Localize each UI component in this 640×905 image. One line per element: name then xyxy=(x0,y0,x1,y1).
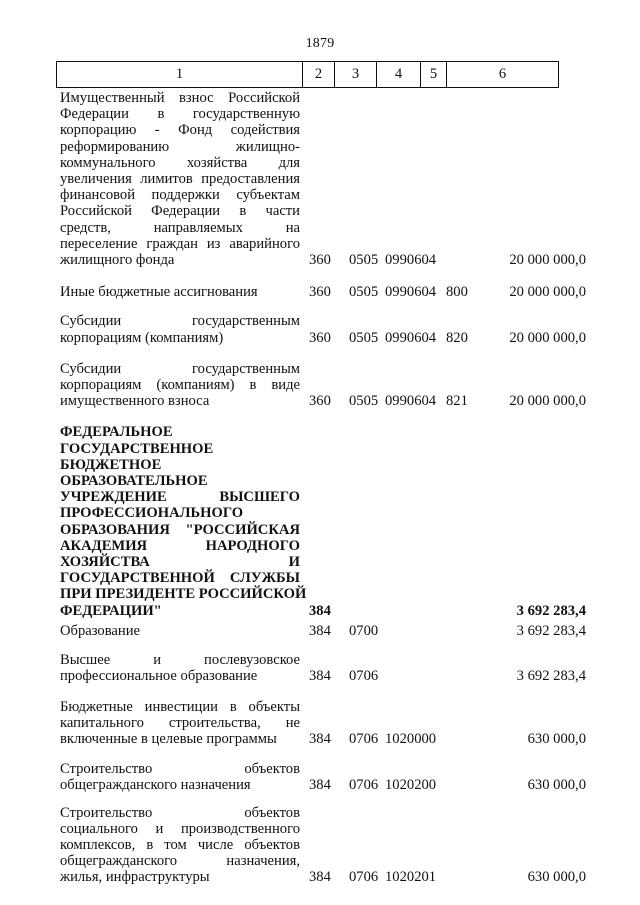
description-line: Иные бюджетные ассигнования xyxy=(60,284,258,301)
description-line: жилищного фонда xyxy=(60,252,175,269)
description-line: Субсидии государственным xyxy=(60,360,300,377)
description-line: финансовой поддержки субъектам xyxy=(60,187,300,204)
description-line: Имущественный взнос Российской xyxy=(60,90,300,106)
table-row xyxy=(0,90,640,268)
description-line: ОБРАЗОВАТЕЛЬНОЕ xyxy=(60,473,208,490)
col2-code: 360 xyxy=(309,252,331,269)
row-description xyxy=(60,424,307,619)
column-header-4: 4 xyxy=(377,62,421,88)
description-line: включенные в целевые программы xyxy=(60,730,277,747)
description-line: увеличения лимитов предоставления xyxy=(60,171,300,188)
col2-code: 384 xyxy=(309,730,331,747)
description-line: Строительство объектов xyxy=(60,804,300,821)
col6-amount: 3 692 283,4 xyxy=(516,622,586,639)
column-header-5: 5 xyxy=(421,62,447,88)
description-line: общегражданского назначения, xyxy=(60,853,300,870)
description-line: корпорациям (компаниям) xyxy=(60,329,224,346)
description-line: профессиональное образование xyxy=(60,668,258,685)
col2-code: 360 xyxy=(309,393,331,410)
col6-amount: 630 000,0 xyxy=(527,730,586,747)
table-row xyxy=(0,652,640,684)
description-line: общегражданского назначения xyxy=(60,777,251,794)
row-description xyxy=(60,90,300,268)
col3-section: 0505 xyxy=(349,393,379,410)
col6-amount: 20 000 000,0 xyxy=(509,393,586,410)
col3-section: 0706 xyxy=(349,668,379,685)
col6-amount: 20 000 000,0 xyxy=(509,252,586,269)
description-line: ГОСУДАРСТВЕННОЙ СЛУЖБЫ xyxy=(60,570,300,587)
description-line: Субсидии государственным xyxy=(60,313,300,330)
description-line: Российской Федерации в части xyxy=(60,203,300,220)
page-number: 1879 xyxy=(305,36,335,51)
col3-section: 0505 xyxy=(349,329,379,346)
col6-amount: 20 000 000,0 xyxy=(509,284,586,301)
description-line: переселение граждан из аварийного xyxy=(60,235,300,252)
row-description xyxy=(60,284,300,300)
description-line: жилья, инфраструктуры xyxy=(60,869,210,886)
description-line: БЮДЖЕТНОЕ xyxy=(60,456,162,473)
col5-type: 800 xyxy=(446,284,468,301)
col6-amount: 3 692 283,4 xyxy=(516,668,586,685)
col4-target: 0990604 xyxy=(385,252,437,269)
description-line: Образование xyxy=(60,622,140,639)
description-line: корпорациям (компаниям) в виде xyxy=(60,377,300,394)
description-line: комплексов, в том числе объектов xyxy=(60,836,300,853)
col2-code: 384 xyxy=(309,668,331,685)
col2-code: 384 xyxy=(309,602,331,619)
description-line: реформированию жилищно- xyxy=(60,138,300,155)
col3-section: 0700 xyxy=(349,622,379,639)
row-description xyxy=(60,623,300,639)
description-line: ПРИ ПРЕЗИДЕНТЕ РОССИЙСКОЙ xyxy=(60,586,307,603)
col4-target: 1020201 xyxy=(385,869,437,886)
description-line: средств, направляемых на xyxy=(60,219,300,236)
description-line: ПРОФЕССИОНАЛЬНОГО xyxy=(60,505,244,522)
description-line: ХОЗЯЙСТВА И xyxy=(60,554,300,571)
col4-target: 0990604 xyxy=(385,393,437,410)
col4-target: 1020200 xyxy=(385,777,437,794)
row-description xyxy=(60,652,300,684)
col5-type: 820 xyxy=(446,329,468,346)
budget-table-body xyxy=(0,90,640,886)
description-line: Бюджетные инвестиции в объекты xyxy=(60,698,300,715)
column-header-row xyxy=(56,61,559,88)
col2-code: 360 xyxy=(309,284,331,301)
col3-section: 0505 xyxy=(349,284,379,301)
col3-section: 0706 xyxy=(349,730,379,747)
col6-amount: 20 000 000,0 xyxy=(509,329,586,346)
row-description xyxy=(60,361,300,410)
table-row xyxy=(0,313,640,345)
col4-target: 0990604 xyxy=(385,329,437,346)
description-line: Федерации в государственную xyxy=(60,106,300,123)
col2-code: 384 xyxy=(309,622,331,639)
table-row xyxy=(0,424,640,618)
col2-code: 360 xyxy=(309,329,331,346)
row-description xyxy=(60,761,300,793)
description-line: УЧРЕЖДЕНИЕ ВЫСШЕГО xyxy=(60,489,300,506)
row-description xyxy=(60,699,300,748)
row-description xyxy=(60,805,300,886)
table-row xyxy=(0,623,640,639)
description-line: корпорацию - Фонд содействия xyxy=(60,122,300,139)
table-row xyxy=(0,699,640,748)
description-line: Строительство объектов xyxy=(60,761,300,778)
description-line: капитального строительства, не xyxy=(60,714,300,731)
description-line: имущественного взноса xyxy=(60,393,210,410)
column-header-6: 6 xyxy=(447,62,559,88)
col3-section: 0706 xyxy=(349,777,379,794)
column-header-1: 1 xyxy=(57,62,303,88)
column-header-2: 2 xyxy=(303,62,335,88)
col2-code: 384 xyxy=(309,869,331,886)
col3-section: 0706 xyxy=(349,869,379,886)
col4-target: 1020000 xyxy=(385,730,437,747)
description-line: ФЕДЕРАЦИИ" xyxy=(60,602,162,619)
col6-amount: 630 000,0 xyxy=(527,869,586,886)
table-row xyxy=(0,761,640,793)
description-line: коммунального хозяйства для xyxy=(60,154,300,171)
col6-amount: 630 000,0 xyxy=(527,777,586,794)
col3-section: 0505 xyxy=(349,252,379,269)
table-row xyxy=(0,805,640,886)
row-description xyxy=(60,313,300,345)
description-line: социального и производственного xyxy=(60,820,300,837)
description-line: ОБРАЗОВАНИЯ "РОССИЙСКАЯ xyxy=(60,521,300,538)
description-line: ГОСУДАРСТВЕННОЕ xyxy=(60,440,214,457)
col6-amount: 3 692 283,4 xyxy=(516,602,586,619)
description-line: АКАДЕМИЯ НАРОДНОГО xyxy=(60,537,300,554)
table-row xyxy=(0,361,640,410)
description-line: Высшее и послевузовское xyxy=(60,652,300,669)
col5-type: 821 xyxy=(446,393,468,410)
col4-target: 0990604 xyxy=(385,284,437,301)
column-header-3: 3 xyxy=(335,62,377,88)
table-row xyxy=(0,284,640,300)
description-line: ФЕДЕРАЛЬНОЕ xyxy=(60,424,173,441)
col2-code: 384 xyxy=(309,777,331,794)
